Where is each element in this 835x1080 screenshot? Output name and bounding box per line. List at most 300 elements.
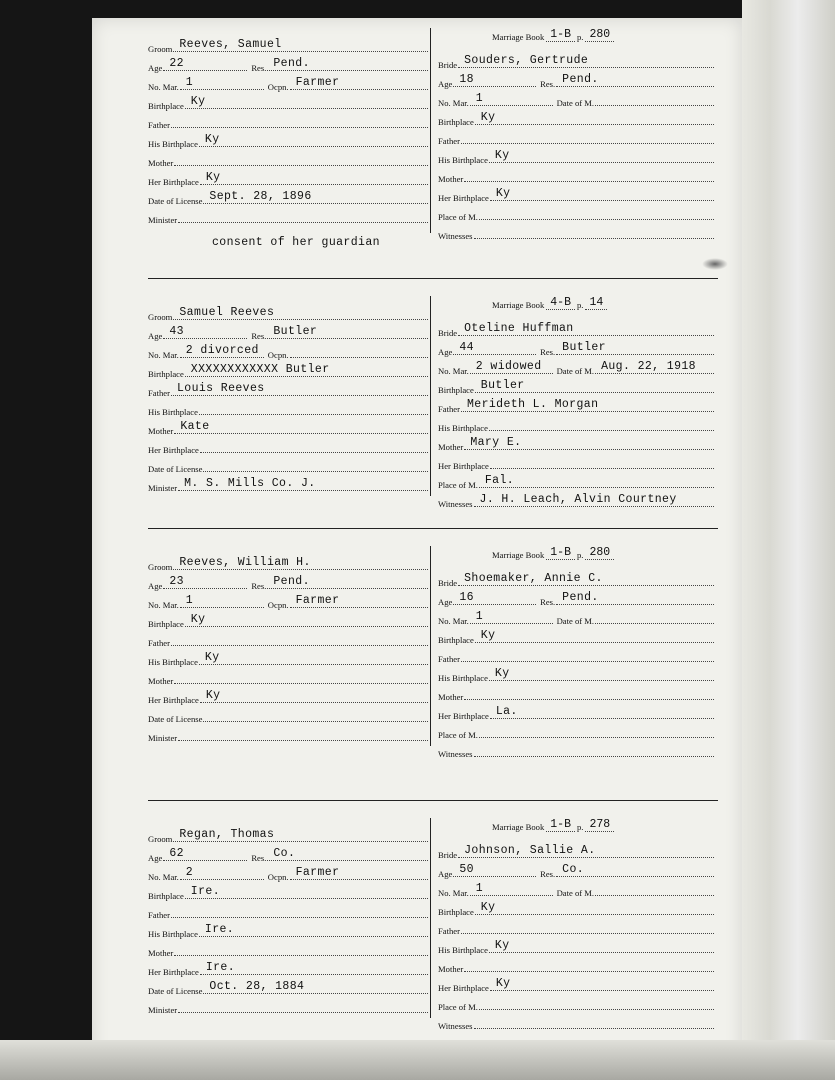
- field-line: [203, 457, 428, 472]
- field-line: [199, 400, 428, 415]
- groom-field: [148, 921, 428, 939]
- field-line: [173, 827, 428, 842]
- field-label: His Birthplace: [438, 673, 488, 683]
- field-value: 2: [185, 866, 194, 879]
- field-value: 1: [475, 92, 484, 105]
- extra-field-line: [595, 359, 714, 374]
- field-label: Birthplace: [148, 101, 184, 111]
- groom-field: [148, 475, 428, 493]
- field-line: [474, 224, 714, 239]
- field-line: [479, 205, 714, 220]
- field-line: [174, 151, 428, 166]
- field-line: [178, 998, 428, 1013]
- groom-field: [148, 380, 428, 398]
- field-label: Mother: [148, 676, 174, 686]
- extra-field-line: [267, 56, 428, 71]
- field-value: Ire.: [190, 885, 221, 898]
- field-value: Kate: [180, 420, 210, 433]
- record-separator: [148, 528, 718, 529]
- field-label: His Birthplace: [148, 657, 198, 667]
- extra-field-label: Res.: [540, 869, 556, 879]
- extra-field-line: [556, 72, 714, 87]
- bride-field: [438, 377, 714, 395]
- field-value: Ky: [495, 977, 511, 990]
- field-label: Minister: [148, 483, 178, 493]
- field-label: Her Birthplace: [148, 177, 199, 187]
- groom-field: [148, 456, 428, 474]
- field-label: Mother: [438, 692, 464, 702]
- field-line: [200, 438, 428, 453]
- field-label: Her Birthplace: [438, 461, 489, 471]
- field-line: [173, 555, 428, 570]
- page-label: p.: [576, 822, 584, 832]
- field-line: [453, 72, 536, 87]
- field-line: [174, 941, 428, 956]
- field-label: No. Mar.: [438, 616, 469, 626]
- field-value: Ky: [494, 939, 510, 952]
- record-note: consent of her guardian: [212, 236, 380, 249]
- field-label: No. Mar.: [438, 888, 469, 898]
- field-value: Ky: [205, 171, 221, 184]
- field-line: [173, 305, 428, 320]
- extra-field-value: Farmer: [295, 76, 340, 89]
- record-page: [92, 18, 742, 1080]
- extra-field-value: Butler: [562, 341, 606, 354]
- extra-field-line: [595, 881, 714, 896]
- bride-field: [438, 956, 714, 974]
- field-label: His Birthplace: [148, 929, 198, 939]
- field-line: [464, 685, 714, 700]
- field-value: 43: [169, 325, 184, 338]
- marriage-book-page: 278: [585, 818, 614, 832]
- field-value: Sept. 28, 1896: [209, 190, 312, 203]
- bride-field: [438, 975, 714, 993]
- groom-field: [148, 112, 428, 130]
- groom-field: [148, 883, 428, 901]
- field-line: [458, 571, 714, 586]
- field-label: Father: [438, 136, 460, 146]
- field-value: Ky: [204, 651, 220, 664]
- field-line: [163, 574, 247, 589]
- extra-field-label: Res.: [251, 331, 267, 341]
- extra-field-value: Farmer: [295, 594, 340, 607]
- field-line: [475, 900, 714, 915]
- extra-field-label: Res.: [540, 597, 556, 607]
- field-value: Ky: [480, 901, 496, 914]
- marriage-book-label: Marriage Book: [492, 822, 545, 832]
- field-line: [479, 473, 714, 488]
- field-line: [489, 148, 714, 163]
- bride-field: [438, 491, 714, 509]
- extra-field-line: [290, 343, 428, 358]
- bride-field: [438, 937, 714, 955]
- column-divider: [430, 546, 431, 746]
- marriage-record: [92, 818, 742, 1068]
- field-label: Mother: [148, 158, 174, 168]
- page-label: p.: [576, 300, 584, 310]
- groom-field: [148, 826, 428, 844]
- groom-field: [148, 188, 428, 206]
- bride-field: [438, 434, 714, 452]
- field-label: Date of License: [148, 464, 203, 474]
- field-label: Her Birthplace: [148, 445, 199, 455]
- field-line: [474, 742, 714, 757]
- field-label: Birthplace: [148, 369, 184, 379]
- bride-field: [438, 453, 714, 471]
- field-value: Merideth L. Morgan: [466, 398, 599, 411]
- field-value: 50: [459, 863, 474, 876]
- field-value: Ire.: [204, 923, 235, 936]
- field-line: [171, 631, 428, 646]
- bride-field: [438, 396, 714, 414]
- field-line: [178, 208, 428, 223]
- bride-field: [438, 741, 714, 759]
- field-label: Minister: [148, 215, 178, 225]
- field-label: Witnesses: [438, 231, 473, 241]
- groom-field: [148, 554, 428, 572]
- field-value: Louis Reeves: [176, 382, 265, 395]
- field-label: Age: [438, 869, 453, 879]
- extra-field-label: Res.: [540, 79, 556, 89]
- bride-field: [438, 918, 714, 936]
- field-value: J. H. Leach, Alvin Courtney: [479, 493, 677, 506]
- column-divider: [430, 296, 431, 496]
- column-divider: [430, 28, 431, 233]
- field-line: [200, 688, 428, 703]
- field-label: Place of M.: [438, 212, 478, 222]
- groom-field: [148, 437, 428, 455]
- groom-field: [148, 845, 428, 863]
- field-label: Birthplace: [148, 619, 184, 629]
- groom-field: [148, 93, 428, 111]
- extra-field-value: Co.: [562, 863, 585, 876]
- groom-field: [148, 978, 428, 996]
- extra-field-label: Res.: [251, 853, 267, 863]
- field-line: [199, 132, 428, 147]
- field-value: 2 widowed: [475, 360, 542, 373]
- groom-field: [148, 207, 428, 225]
- groom-field: [148, 592, 428, 610]
- field-label: Mother: [438, 174, 464, 184]
- bride-field: [438, 994, 714, 1012]
- extra-field-label: Res.: [540, 347, 556, 357]
- field-value: 16: [459, 591, 474, 604]
- groom-field: [148, 150, 428, 168]
- bride-field: [438, 223, 714, 241]
- extra-field-label: Ocpn.: [267, 872, 289, 882]
- field-label: Place of M.: [438, 480, 478, 490]
- field-label: His Birthplace: [438, 155, 488, 165]
- bride-field: [438, 109, 714, 127]
- field-value: Ky: [190, 95, 206, 108]
- field-line: [489, 938, 714, 953]
- bride-field: [438, 899, 714, 917]
- marriage-book-page: 280: [585, 28, 614, 42]
- bride-field: [438, 646, 714, 664]
- groom-field: [148, 418, 428, 436]
- field-label: His Birthplace: [148, 407, 198, 417]
- field-line: [163, 324, 247, 339]
- field-label: Birthplace: [438, 117, 474, 127]
- field-line: [180, 75, 264, 90]
- field-label: Place of M.: [438, 730, 478, 740]
- field-label: Her Birthplace: [438, 711, 489, 721]
- groom-field: [148, 342, 428, 360]
- field-label: Groom: [148, 44, 173, 54]
- field-value: 1: [475, 882, 484, 895]
- field-line: [185, 612, 428, 627]
- groom-field: [148, 725, 428, 743]
- field-value: Ky: [494, 149, 510, 162]
- field-label: No. Mar.: [148, 600, 179, 610]
- field-line: [203, 189, 428, 204]
- field-line: [475, 628, 714, 643]
- field-value: Ky: [480, 629, 496, 642]
- field-line: [458, 321, 714, 336]
- groom-field: [148, 630, 428, 648]
- field-line: [461, 397, 714, 412]
- extra-field-value: Pend.: [273, 575, 310, 588]
- field-label: No. Mar.: [148, 350, 179, 360]
- extra-field-label: Date of M.: [556, 616, 595, 626]
- marriage-book-label: Marriage Book: [492, 300, 545, 310]
- field-label: Date of License: [148, 986, 203, 996]
- field-line: [474, 1014, 714, 1029]
- bride-field: [438, 90, 714, 108]
- extra-field-value: Pend.: [273, 57, 310, 70]
- groom-field: [148, 361, 428, 379]
- field-label: Bride: [438, 850, 458, 860]
- bride-field: [438, 570, 714, 588]
- extra-field-label: Ocpn.: [267, 350, 289, 360]
- extra-field-value: Aug. 22, 1918: [601, 360, 696, 373]
- field-line: [458, 843, 714, 858]
- field-label: Mother: [148, 426, 174, 436]
- field-label: Age: [438, 79, 453, 89]
- field-label: No. Mar.: [148, 82, 179, 92]
- marriage-book-ref: [492, 28, 616, 42]
- record-separator: [148, 278, 718, 279]
- field-label: Father: [148, 638, 170, 648]
- bride-field: [438, 71, 714, 89]
- field-label: Her Birthplace: [148, 967, 199, 977]
- field-label: Bride: [438, 60, 458, 70]
- extra-field-value: Pend.: [562, 73, 599, 86]
- field-value: Ky: [190, 613, 206, 626]
- groom-field: [148, 959, 428, 977]
- field-value: Ky: [495, 187, 511, 200]
- bride-field: [438, 358, 714, 376]
- field-line: [174, 419, 428, 434]
- field-line: [461, 919, 714, 934]
- field-label: Witnesses: [438, 1021, 473, 1031]
- field-line: [490, 704, 714, 719]
- bride-field: [438, 722, 714, 740]
- field-line: [203, 979, 428, 994]
- extra-field-value: Co.: [273, 847, 296, 860]
- bride-field: [438, 415, 714, 433]
- groom-field: [148, 304, 428, 322]
- field-line: [180, 593, 264, 608]
- field-label: Father: [148, 120, 170, 130]
- field-line: [171, 113, 428, 128]
- extra-field-line: [595, 609, 714, 624]
- extra-field-label: Ocpn.: [267, 82, 289, 92]
- field-line: [474, 492, 714, 507]
- bride-field: [438, 52, 714, 70]
- field-value: La.: [495, 705, 518, 718]
- field-line: [453, 862, 536, 877]
- field-label: Mother: [438, 442, 464, 452]
- field-line: [203, 707, 428, 722]
- extra-field-label: Res.: [251, 581, 267, 591]
- field-line: [461, 647, 714, 662]
- marriage-book-ref: [492, 296, 609, 310]
- bride-field: [438, 861, 714, 879]
- extra-field-label: Date of M.: [556, 888, 595, 898]
- marriage-book-number: 4-B: [546, 296, 575, 310]
- groom-field: [148, 611, 428, 629]
- marriage-record: [92, 28, 742, 278]
- extra-field-line: [290, 593, 428, 608]
- marriage-book-label: Marriage Book: [492, 32, 545, 42]
- extra-field-label: Date of M.: [556, 366, 595, 376]
- field-line: [199, 922, 428, 937]
- marriage-book-ref: [492, 818, 616, 832]
- marriage-record: [92, 546, 742, 796]
- field-label: Age: [438, 597, 453, 607]
- field-value: 62: [169, 847, 184, 860]
- field-line: [200, 170, 428, 185]
- scan-bottom-margin: [0, 1040, 835, 1080]
- field-value: M. S. Mills Co. J.: [184, 477, 316, 490]
- field-line: [489, 666, 714, 681]
- field-value: Regan, Thomas: [179, 828, 275, 841]
- extra-field-label: Ocpn.: [267, 600, 289, 610]
- extra-field-line: [290, 865, 428, 880]
- bride-field: [438, 665, 714, 683]
- field-line: [490, 454, 714, 469]
- bride-field: [438, 880, 714, 898]
- field-line: [163, 56, 247, 71]
- marriage-book-label: Marriage Book: [492, 550, 545, 560]
- bride-field: [438, 842, 714, 860]
- field-label: Birthplace: [438, 635, 474, 645]
- marriage-book-page: 280: [585, 546, 614, 560]
- extra-field-line: [556, 590, 714, 605]
- extra-field-value: Farmer: [295, 866, 340, 879]
- groom-field: [148, 169, 428, 187]
- field-line: [470, 881, 553, 896]
- field-label: Birthplace: [148, 891, 184, 901]
- field-label: Date of License: [148, 196, 203, 206]
- field-label: Father: [148, 910, 170, 920]
- field-line: [490, 976, 714, 991]
- field-line: [458, 53, 714, 68]
- extra-field-label: Res.: [251, 63, 267, 73]
- extra-field-line: [556, 340, 714, 355]
- field-label: Age: [148, 853, 163, 863]
- field-label: Her Birthplace: [148, 695, 199, 705]
- field-line: [200, 960, 428, 975]
- field-line: [475, 110, 714, 125]
- extra-field-value: Butler: [273, 325, 318, 338]
- bride-field: [438, 166, 714, 184]
- field-label: His Birthplace: [148, 139, 198, 149]
- field-label: Place of M.: [438, 1002, 478, 1012]
- record-separator: [148, 800, 718, 801]
- field-label: Her Birthplace: [438, 193, 489, 203]
- field-label: Groom: [148, 562, 173, 572]
- groom-field: [148, 36, 428, 54]
- field-value: 1: [475, 610, 484, 623]
- field-label: Birthplace: [438, 385, 474, 395]
- field-value: Ky: [480, 111, 496, 124]
- field-line: [178, 476, 428, 491]
- field-line: [489, 416, 714, 431]
- field-label: Father: [148, 388, 170, 398]
- field-value: Butler: [480, 379, 525, 392]
- field-value: Shoemaker, Annie C.: [464, 572, 603, 585]
- marriage-record: [92, 296, 742, 546]
- field-label: Father: [438, 404, 460, 414]
- field-label: Bride: [438, 328, 458, 338]
- field-line: [185, 94, 428, 109]
- field-value: 2 divorced: [185, 344, 259, 357]
- field-line: [470, 359, 553, 374]
- field-line: [199, 650, 428, 665]
- field-line: [180, 865, 264, 880]
- field-line: [490, 186, 714, 201]
- extra-field-line: [595, 91, 714, 106]
- field-label: Date of License: [148, 714, 203, 724]
- field-label: Mother: [148, 948, 174, 958]
- field-value: Oteline Huffman: [464, 322, 574, 335]
- field-label: Witnesses: [438, 499, 473, 509]
- field-value: Ky: [204, 133, 220, 146]
- groom-field: [148, 668, 428, 686]
- page-label: p.: [576, 32, 584, 42]
- groom-field: [148, 649, 428, 667]
- field-label: Bride: [438, 578, 458, 588]
- scan-right-margin: [742, 0, 835, 1080]
- field-value: XXXXXXXXXXXX Butler: [190, 363, 330, 376]
- field-value: Reeves, Samuel: [179, 38, 282, 51]
- marriage-book-number: 1-B: [546, 28, 575, 42]
- groom-field: [148, 706, 428, 724]
- column-divider: [430, 818, 431, 1018]
- groom-field: [148, 74, 428, 92]
- field-line: [171, 381, 428, 396]
- extra-field-line: [290, 75, 428, 90]
- groom-field: [148, 864, 428, 882]
- field-line: [453, 590, 536, 605]
- field-label: Age: [148, 581, 163, 591]
- marriage-book-page: 14: [585, 296, 607, 310]
- marriage-book-number: 1-B: [546, 818, 575, 832]
- field-value: Johnson, Sallie A.: [464, 844, 596, 857]
- field-line: [470, 91, 553, 106]
- bride-field: [438, 339, 714, 357]
- bride-field: [438, 147, 714, 165]
- extra-field-label: Date of M.: [556, 98, 595, 108]
- field-value: Fal.: [484, 474, 515, 487]
- field-line: [185, 884, 428, 899]
- bride-field: [438, 1013, 714, 1031]
- bride-field: [438, 703, 714, 721]
- field-value: Reeves, William H.: [179, 556, 311, 569]
- groom-field: [148, 399, 428, 417]
